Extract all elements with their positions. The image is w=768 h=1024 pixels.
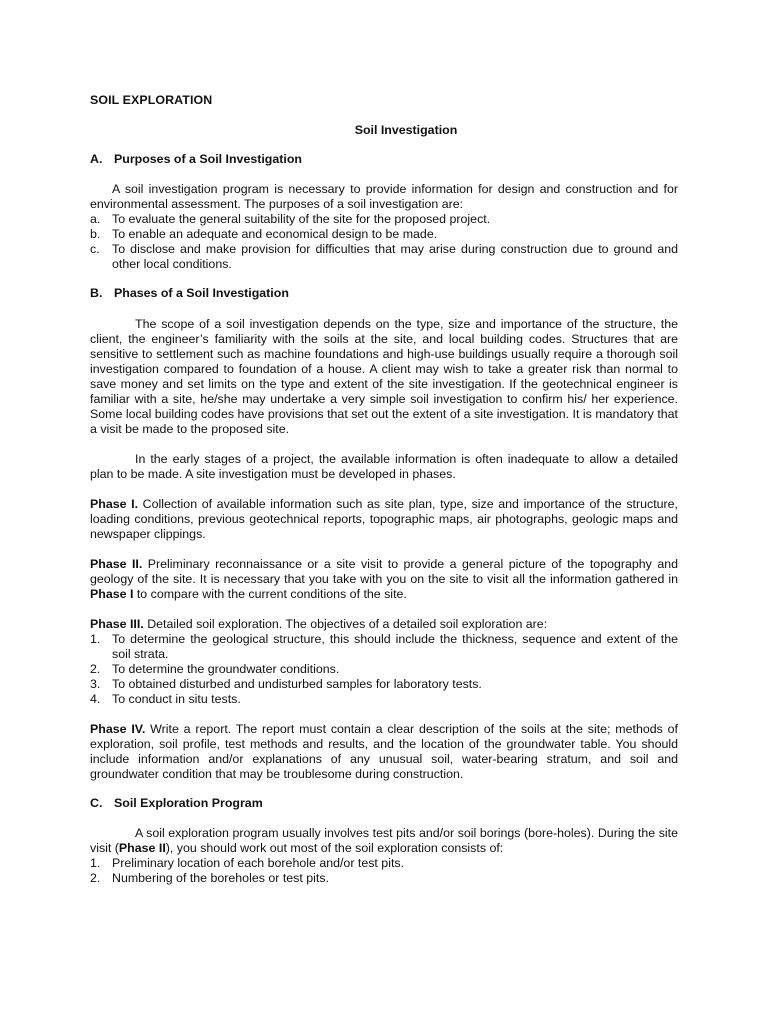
phase-1-label: Phase I. bbox=[90, 497, 139, 511]
list-item-text: To obtained disturbed and undisturbed samples for laboratory tests. bbox=[112, 677, 482, 691]
document-subtitle: Soil Investigation bbox=[354, 123, 458, 137]
phase-2-text: Preliminary reconnaissance or a site visit to provide a general picture of the topography and geology of the site. It is necessary that you take with you on the site to visit all the information gathered in bbox=[90, 557, 678, 586]
section-c-title: Soil Exploration Program bbox=[114, 796, 263, 810]
phase-2-text-end: to compare with the current conditions of the site. bbox=[136, 587, 407, 601]
list-marker: 4. bbox=[90, 692, 101, 706]
phase-3-list bbox=[90, 632, 678, 707]
section-b-heading bbox=[90, 286, 678, 301]
list-item-text: To determine the groundwater conditions. bbox=[112, 662, 340, 676]
phase-3-label: Phase III. bbox=[90, 617, 144, 631]
phase-1-reference: Phase I bbox=[90, 587, 134, 601]
document-title: SOIL EXPLORATION bbox=[90, 93, 213, 107]
list-marker: 2. bbox=[90, 871, 101, 885]
phase-1-text: Collection of available information such as site plan, type, size and importance of the structure, loading conditions, previous geotechnical reports, topographic maps, air photographs, geologic maps and newspaper clippings. bbox=[90, 497, 678, 541]
section-c-text: A soil exploration program usually involves test pits and/or soil borings (bore-holes). During the site visit ( bbox=[90, 826, 678, 855]
list-marker: 2. bbox=[90, 662, 101, 676]
list-item bbox=[90, 662, 678, 677]
section-a-list bbox=[90, 212, 678, 272]
list-item-text: Preliminary location of each borehole and/or test pits. bbox=[112, 856, 405, 870]
list-marker: a. bbox=[90, 212, 101, 226]
list-item bbox=[90, 632, 678, 662]
section-a-intro: A soil investigation program is necessary to provide information for design and construction and for environmental assessment. The purposes of a soil investigation are: bbox=[90, 182, 678, 211]
section-a-heading bbox=[90, 152, 678, 167]
list-item bbox=[90, 677, 678, 692]
section-b-title: Phases of a Soil Investigation bbox=[114, 286, 289, 300]
section-b-letter: B. bbox=[90, 286, 103, 300]
phase-2-label: Phase II. bbox=[90, 557, 143, 571]
list-item-text: To evaluate the general suitability of the site for the proposed project. bbox=[112, 212, 491, 226]
document-body bbox=[90, 93, 678, 886]
list-item bbox=[90, 692, 678, 707]
phase-2-reference: Phase II bbox=[118, 841, 166, 855]
section-c-paragraph bbox=[90, 826, 678, 856]
phase-2-paragraph bbox=[90, 557, 678, 602]
list-item bbox=[90, 871, 678, 886]
phase-3-text: Detailed soil exploration. The objectives of a detailed soil exploration are: bbox=[147, 617, 548, 631]
list-item-text: To enable an adequate and economical design to be made. bbox=[112, 227, 438, 241]
phase-4-label: Phase IV. bbox=[90, 722, 146, 736]
section-c-letter: C. bbox=[90, 796, 103, 810]
list-item-text: To disclose and make provision for difficulties that may arise during construction due to ground and other local conditions. bbox=[112, 242, 678, 271]
list-marker: 1. bbox=[90, 856, 101, 870]
section-b-paragraph-1: The scope of a soil investigation depends on the type, size and importance of the structure, the client, the engineer’s familiarity with the soils at the site, and local building codes. Structures that are sensitive to settlement such as machine foundations and high-use buildings usually require a thorough soil investigation compared to foundation of a house. A client may wish to take a greater risk than normal to save money and set limits on the type and extent of the site investigation. If the geotechnical engineer is familiar with a site, he/she may undertake a very simple soil investigation to confirm his/ her experience. Some local building codes have provisions that set out the extent of a site investigation. It is mandatory that a visit be made to the proposed site. bbox=[90, 317, 678, 436]
phase-4-text: Write a report. The report must contain a clear description of the soils at the site; methods of exploration, soil profile, test methods and results, and the location of the groundwater table. You should include information and/or explanations of any unusual soil, water-bearing stratum, and soil and groundwater condition that may be troublesome during construction. bbox=[90, 722, 678, 781]
section-b-paragraph-2: In the early stages of a project, the available information is often inadequate to allow a detailed plan to be made. A site investigation must be developed in phases. bbox=[90, 452, 678, 481]
phase-4-paragraph bbox=[90, 722, 678, 782]
list-item bbox=[90, 227, 678, 242]
section-c-text-end: ), you should work out most of the soil exploration consists of: bbox=[165, 841, 504, 855]
list-marker: 1. bbox=[90, 632, 101, 646]
section-a-letter: A. bbox=[90, 152, 103, 166]
list-item-text: Numbering of the boreholes or test pits. bbox=[112, 871, 329, 885]
phase-3-paragraph bbox=[90, 617, 678, 632]
list-item bbox=[90, 242, 678, 272]
phase-1-paragraph bbox=[90, 497, 678, 542]
list-marker: c. bbox=[90, 242, 100, 256]
section-c-heading bbox=[90, 796, 678, 811]
list-marker: b. bbox=[90, 227, 101, 241]
section-a-title: Purposes of a Soil Investigation bbox=[114, 152, 302, 166]
list-item-text: To conduct in situ tests. bbox=[112, 692, 241, 706]
list-item bbox=[90, 856, 678, 871]
list-item bbox=[90, 212, 678, 227]
list-item-text: To determine the geological structure, this should include the thickness, sequence and extent of the soil strata. bbox=[112, 632, 678, 661]
list-marker: 3. bbox=[90, 677, 101, 691]
section-c-list bbox=[90, 856, 678, 886]
